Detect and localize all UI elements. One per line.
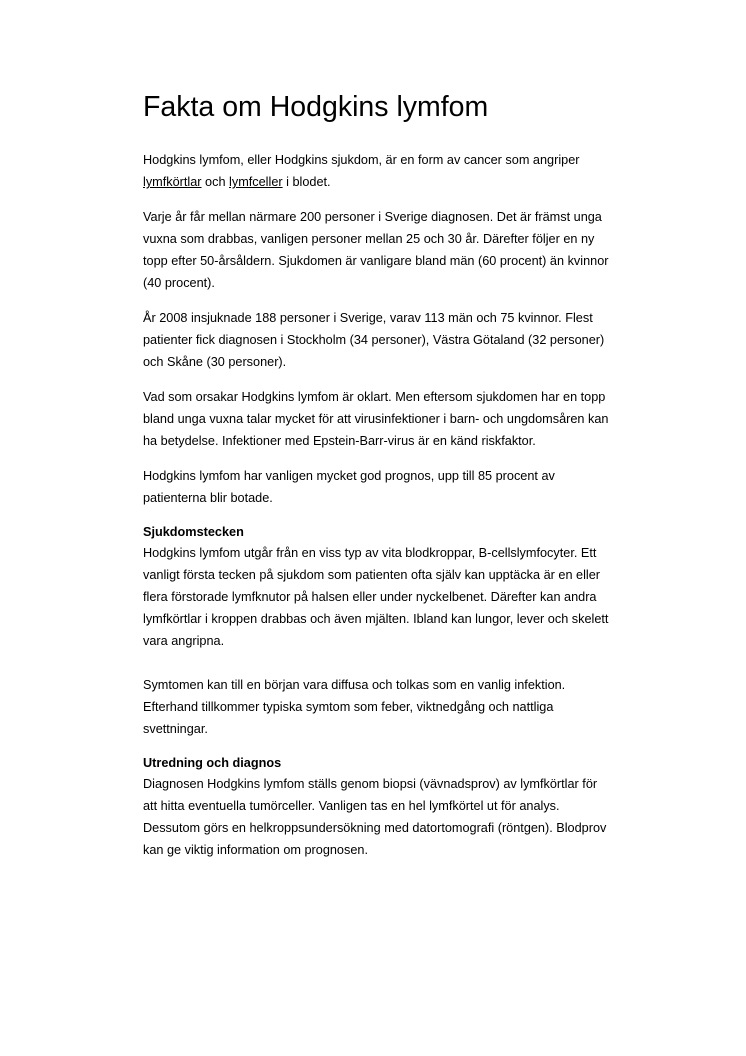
intro-text-end: i blodet. [282,175,331,189]
intro-paragraph [143,149,613,193]
symptoms-paragraph-1: Hodgkins lymfom utgår från en viss typ av vita blodkroppar, B-cellslymfocyter. Ett vanligt första tecken på sjukdom som patienten ofta själv kan upptäcka är en eller flera förstorade lymfknutor på halsen eller under nyckelbenet. Därefter kan andra lymfkörtlar i kroppen drabbas och även mjälten. Ibland kan lungor, lever och skelett vara angripna. [143,546,609,648]
diagnosis-heading: Utredning och diagnos [143,756,282,770]
document-page [143,88,613,861]
diagnosis-paragraph: Diagnosen Hodgkins lymfom ställs genom biopsi (vävnadsprov) av lymfkörtlar för att hitta eventuella tumörceller. Vanligen tas en hel lymfkörtel ut för analys. Dessutom görs en helkroppsundersökning med datortomografi (röntgen). Blodprov kan ge viktig information om prognosen. [143,777,607,857]
cause-paragraph: Vad som orsakar Hodgkins lymfom är oklart. Men eftersom sjukdomen har en topp bland unga vuxna talar mycket för att virusinfektioner i barn- och ungdomsåren kan ha betydelse. Infektioner med Epstein-Barr-virus är en känd riskfaktor. [143,390,609,448]
intro-text-start: Hodgkins lymfom, eller Hodgkins sjukdom, är en form av cancer som angriper [143,153,580,167]
incidence-paragraph: Varje år får mellan närmare 200 personer i Sverige diagnosen. Det är främst unga vuxna som drabbas, vanligen personer mellan 25 och 30 år. Därefter följer en ny topp efter 50-årsåldern. Sjukdomen är vanligare bland män (60 procent) än kvinnor (40 procent). [143,210,609,290]
page-title: Fakta om Hodgkins lymfom [143,91,489,123]
lymph-nodes-link[interactable]: lymfkörtlar [143,175,202,189]
symptoms-heading: Sjukdomstecken [143,525,244,539]
statistics-paragraph: År 2008 insjuknade 188 personer i Sverige, varav 113 män och 75 kvinnor. Flest patienter fick diagnosen i Stockholm (34 personer), Västra Götaland (32 personer) och Skåne (30 personer). [143,311,605,369]
intro-text-middle: och [201,175,230,189]
lymph-cells-link[interactable]: lymfceller [229,175,283,189]
prognosis-paragraph: Hodgkins lymfom har vanligen mycket god prognos, upp till 85 procent av patienterna blir botade. [143,469,555,505]
symptoms-paragraph-2: Symtomen kan till en början vara diffusa och tolkas som en vanlig infektion. Efterhand tillkommer typiska symtom som feber, viktnedgång och nattliga svettningar. [143,678,566,736]
